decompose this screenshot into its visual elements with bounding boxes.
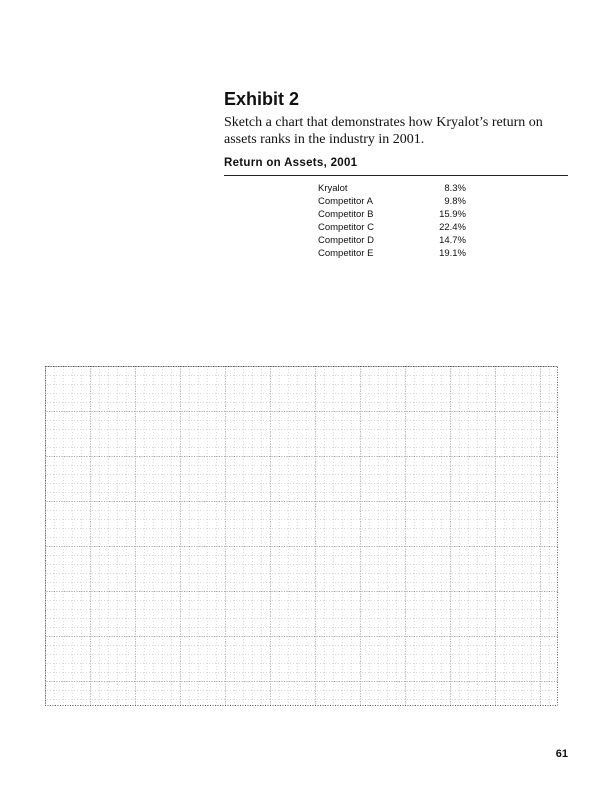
roa-value: 8.3% bbox=[444, 183, 466, 194]
company-name: Competitor B bbox=[318, 209, 374, 220]
company-name: Competitor D bbox=[318, 235, 374, 246]
company-name: Kryalot bbox=[318, 183, 348, 194]
company-name: Competitor A bbox=[318, 196, 373, 207]
table-row bbox=[318, 221, 466, 234]
return-on-assets-table bbox=[318, 182, 466, 260]
page-number: 61 bbox=[555, 748, 568, 760]
table-row bbox=[318, 234, 466, 247]
exhibit-instructions: Sketch a chart that demonstrates how Kryalot’s return on assets ranks in the industry in 2001. bbox=[224, 115, 543, 147]
roa-value: 9.8% bbox=[444, 196, 466, 207]
company-name: Competitor E bbox=[318, 248, 374, 259]
table-row bbox=[318, 208, 466, 221]
table-row bbox=[318, 195, 466, 208]
roa-value: 22.4% bbox=[439, 222, 466, 233]
table-divider bbox=[224, 175, 568, 176]
roa-value: 15.9% bbox=[439, 209, 466, 220]
table-row bbox=[318, 247, 466, 260]
table-row bbox=[318, 182, 466, 195]
graph-paper-grid[interactable] bbox=[45, 366, 558, 706]
roa-value: 19.1% bbox=[439, 248, 466, 259]
exhibit-title: Exhibit 2 bbox=[224, 89, 300, 109]
company-name: Competitor C bbox=[318, 222, 374, 233]
roa-value: 14.7% bbox=[439, 235, 466, 246]
table-title: Return on Assets, 2001 bbox=[224, 157, 358, 169]
